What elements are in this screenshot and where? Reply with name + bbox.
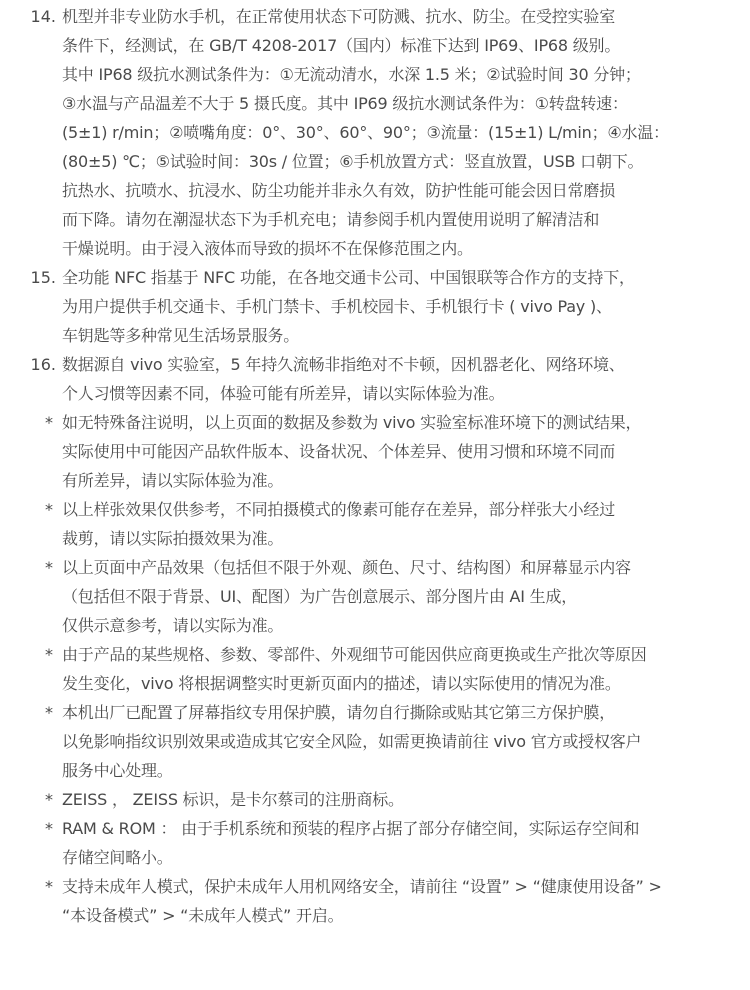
disclaimer-spec-changes [0, 640, 750, 698]
footnote-line: 其中 IP68 级抗水测试条件为：①无流动清水，水深 1.5 米；②试验时间 30 分钟； [62, 65, 641, 84]
footnote-text [62, 2, 742, 263]
footnote-16 [0, 350, 750, 408]
disclaimer-line: 以上样张效果仅供参考，不同拍摄模式的像素可能存在差异，部分样张大小经过 [62, 500, 616, 519]
asterisk-bullet: * [45, 645, 53, 664]
footnote-line: 机型并非专业防水手机，在正常使用状态下可防溅、抗水、防尘。在受控实验室 [62, 7, 616, 26]
disclaimer-line: 以上页面中产品效果（包括但不限于外观、颜色、尺寸、结构图）和屏幕显示内容 [62, 558, 631, 577]
disclaimer-minor-mode [0, 872, 750, 930]
disclaimer-line: 发生变化，vivo 将根据调整实时更新页面内的描述，请以实际使用的情况为准。 [62, 674, 621, 693]
footnote-15 [0, 263, 750, 350]
disclaimer-text [62, 785, 742, 814]
footnote-line: 干燥说明。由于浸入液体而导致的损坏不在保修范围之内。 [62, 239, 473, 258]
footnote-line: 条件下，经测试，在 GB/T 4208-2017（国内）标准下达到 IP69、IP68 级别。 [62, 36, 621, 55]
asterisk-bullet: * [45, 877, 53, 896]
footnote-number: 15. [30, 268, 56, 287]
disclaimer-line: 如无特殊备注说明，以上页面的数据及参数为 vivo 实验室标准环境下的测试结果， [62, 413, 642, 432]
asterisk-bullet: * [45, 703, 53, 722]
disclaimer-line: 服务中心处理。 [62, 761, 173, 780]
footnote-line: ③水温与产品温差不大于 5 摄氏度。其中 IP69 级抗水测试条件为：①转盘转速： [62, 94, 628, 113]
disclaimer-line: 有所差异，请以实际体验为准。 [62, 471, 284, 490]
footnote-line: 个人习惯等因素不同，体验可能有所差异，请以实际体验为准。 [62, 384, 505, 403]
disclaimer-line: 实际使用中可能因产品软件版本、设备状况、个体差异、使用习惯和环境不同而 [62, 442, 616, 461]
footnote-number: 16. [30, 355, 56, 374]
asterisk-bullet: * [45, 819, 53, 838]
disclaimer-product-images [0, 553, 750, 640]
asterisk-bullet: * [45, 413, 53, 432]
disclaimer-line: 以免影响指纹识别效果或造成其它安全风险，如需更换请前往 vivo 官方或授权客户 [62, 732, 642, 751]
footnote-line: 而下降。请勿在潮湿状态下为手机充电；请参阅手机内置使用说明了解清洁和 [62, 210, 600, 229]
disclaimer-line: ZEISS ， ZEISS 标识，是卡尔蔡司的注册商标。 [62, 790, 404, 809]
disclaimer-line: 支持未成年人模式，保护未成年人用机网络安全，请前往 “设置” > “健康使用设备” > [62, 877, 662, 896]
footnote-number: 14. [30, 7, 56, 26]
footnote-line: 全功能 NFC 指基于 NFC 功能，在各地交通卡公司、中国银联等合作方的支持下， [62, 268, 635, 287]
disclaimer-text [62, 408, 742, 495]
disclaimer-line: RAM & ROM ： 由于手机系统和预装的程序占据了部分存储空间，实际运存空间和 [62, 819, 640, 838]
disclaimer-line: 存储空间略小。 [62, 848, 173, 867]
disclaimer-sample-photos [0, 495, 750, 553]
footnote-line: 数据源自 vivo 实验室，5 年持久流畅非指绝对不卡顿，因机器老化、网络环境、 [62, 355, 625, 374]
disclaimer-text [62, 698, 742, 785]
disclaimer-test-environment [0, 408, 750, 495]
disclaimer-line: 本机出厂已配置了屏幕指纹专用保护膜，请勿自行撕除或贴其它第三方保护膜， [62, 703, 616, 722]
footnote-line: 车钥匙等多种常见生活场景服务。 [62, 326, 300, 345]
disclaimer-screen-protector [0, 698, 750, 785]
asterisk-bullet: * [45, 790, 53, 809]
disclaimer-line: 由于产品的某些规格、参数、零部件、外观细节可能因供应商更换或生产批次等原因 [62, 645, 647, 664]
asterisk-bullet: * [45, 500, 53, 519]
footnote-line: (80±5) ℃；⑤试验时间：30s / 位置；⑥手机放置方式：竖直放置，USB 口朝下。 [62, 152, 644, 171]
footnote-text [62, 350, 742, 408]
footnote-14 [0, 2, 750, 263]
disclaimer-text [62, 640, 742, 698]
asterisk-bullet: * [45, 558, 53, 577]
disclaimer-text [62, 553, 742, 640]
footnote-line: 抗热水、抗喷水、抗浸水、防尘功能并非永久有效，防护性能可能会因日常磨损 [62, 181, 616, 200]
disclaimer-line: （包括但不限于背景、UI、配图）为广告创意展示、部分图片由 AI 生成， [62, 587, 578, 606]
footnote-text [62, 263, 742, 350]
disclaimer-ram-rom [0, 814, 750, 872]
footnote-line: 为用户提供手机交通卡、手机门禁卡、手机校园卡、手机银行卡 ( vivo Pay )、 [62, 297, 612, 316]
footnote-line: (5±1) r/min；②喷嘴角度：0°、30°、60°、90°；③流量：(15±1) L/min；④水温： [62, 123, 669, 142]
disclaimer-text [62, 814, 742, 872]
disclaimer-line: 裁剪，请以实际拍摄效果为准。 [62, 529, 284, 548]
disclaimer-text [62, 872, 742, 930]
disclaimer-text [62, 495, 742, 553]
disclaimer-line: “本设备模式” > “未成年人模式” 开启。 [62, 906, 344, 925]
disclaimer-line: 仅供示意参考，请以实际为准。 [62, 616, 284, 635]
disclaimer-zeiss-trademark [0, 785, 750, 814]
